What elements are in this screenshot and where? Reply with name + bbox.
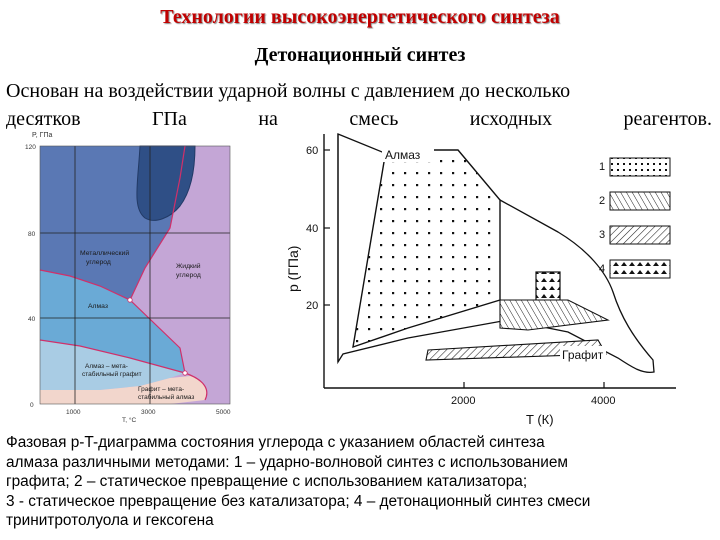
legend-swatch-3 — [610, 226, 670, 244]
left-y-tick: 120 — [25, 144, 36, 151]
region-label-graphite-metastable-diamond: Графит – мета- стабильный алмаз — [138, 386, 195, 401]
legend — [599, 158, 670, 278]
region-2-catalytic-static-conversion — [500, 300, 608, 330]
caption-line: Фазовая p-T-диаграмма состояния углерода с указанием областей синтеза — [6, 434, 545, 451]
right-region-label-graphite: Графит — [562, 348, 604, 362]
word: исходных — [469, 108, 553, 130]
word: смесь — [349, 108, 399, 130]
right-phase-diagram — [268, 132, 680, 432]
figure-caption — [6, 433, 714, 531]
body-text-line-1: Основан на воздействии ударной волны с давлением до несколько — [6, 80, 571, 102]
left-y-tick: 40 — [28, 316, 36, 323]
region-1-shock-wave-synthesis — [353, 150, 500, 347]
word: десятков — [6, 108, 81, 130]
right-x-tick: 4000 — [591, 395, 616, 407]
page-title: Технологии высокоэнергетического синтеза — [160, 6, 560, 28]
left-x-tick: 5000 — [216, 409, 231, 416]
right-region-label-diamond: Алмаз — [385, 148, 421, 162]
region-label-diamond-metastable-graphite: Алмаз – мета- стабильный графит — [82, 363, 142, 378]
left-y-tick: 80 — [28, 231, 36, 238]
caption-line: графита; 2 – статическое превращение с использованием катализатора; — [6, 473, 528, 491]
caption-line: 3 - статическое превращение без катализатора; 4 – детонационный синтез смеси — [6, 492, 591, 510]
legend-number: 1 — [599, 161, 606, 173]
triple-point-marker — [128, 298, 132, 302]
right-x-axis-label: T (К) — [526, 412, 554, 427]
caption-line: тринитротолуола и гексогена — [6, 512, 214, 530]
left-y-tick: 0 — [30, 402, 34, 409]
triple-point-marker — [183, 371, 187, 375]
left-x-axis-label: T, °C — [122, 417, 137, 424]
legend-swatch-2 — [610, 192, 670, 210]
legend-swatch-4 — [610, 260, 670, 278]
word: реагентов. — [623, 108, 712, 130]
left-x-tick: 3000 — [141, 409, 156, 416]
word: ГПа — [151, 108, 187, 130]
left-phase-diagram — [20, 128, 240, 428]
legend-number: 4 — [599, 263, 606, 275]
right-x-tick: 2000 — [451, 395, 476, 407]
left-plot-area — [40, 146, 230, 404]
right-y-tick: 60 — [306, 145, 319, 157]
right-y-tick: 20 — [306, 300, 319, 312]
legend-swatch-1 — [610, 158, 670, 176]
word: на — [258, 108, 278, 130]
left-x-tick: 1000 — [66, 409, 81, 416]
region-label-metallic-carbon: Металлический углерод — [80, 250, 130, 266]
section-subtitle: Детонационный синтез — [254, 44, 466, 66]
right-y-tick: 40 — [306, 223, 319, 235]
region-label-diamond: Алмаз — [88, 303, 108, 310]
right-y-axis-label: p (ГПа) — [285, 245, 301, 292]
left-y-axis-label: P, ГПа — [32, 132, 53, 139]
region-label-liquid-carbon: Жидкий углерод — [176, 263, 201, 279]
caption-line: алмаза различными методами: 1 – ударно-волновой синтез с использованием — [6, 453, 568, 471]
legend-number: 2 — [599, 195, 606, 207]
legend-number: 3 — [599, 229, 606, 241]
